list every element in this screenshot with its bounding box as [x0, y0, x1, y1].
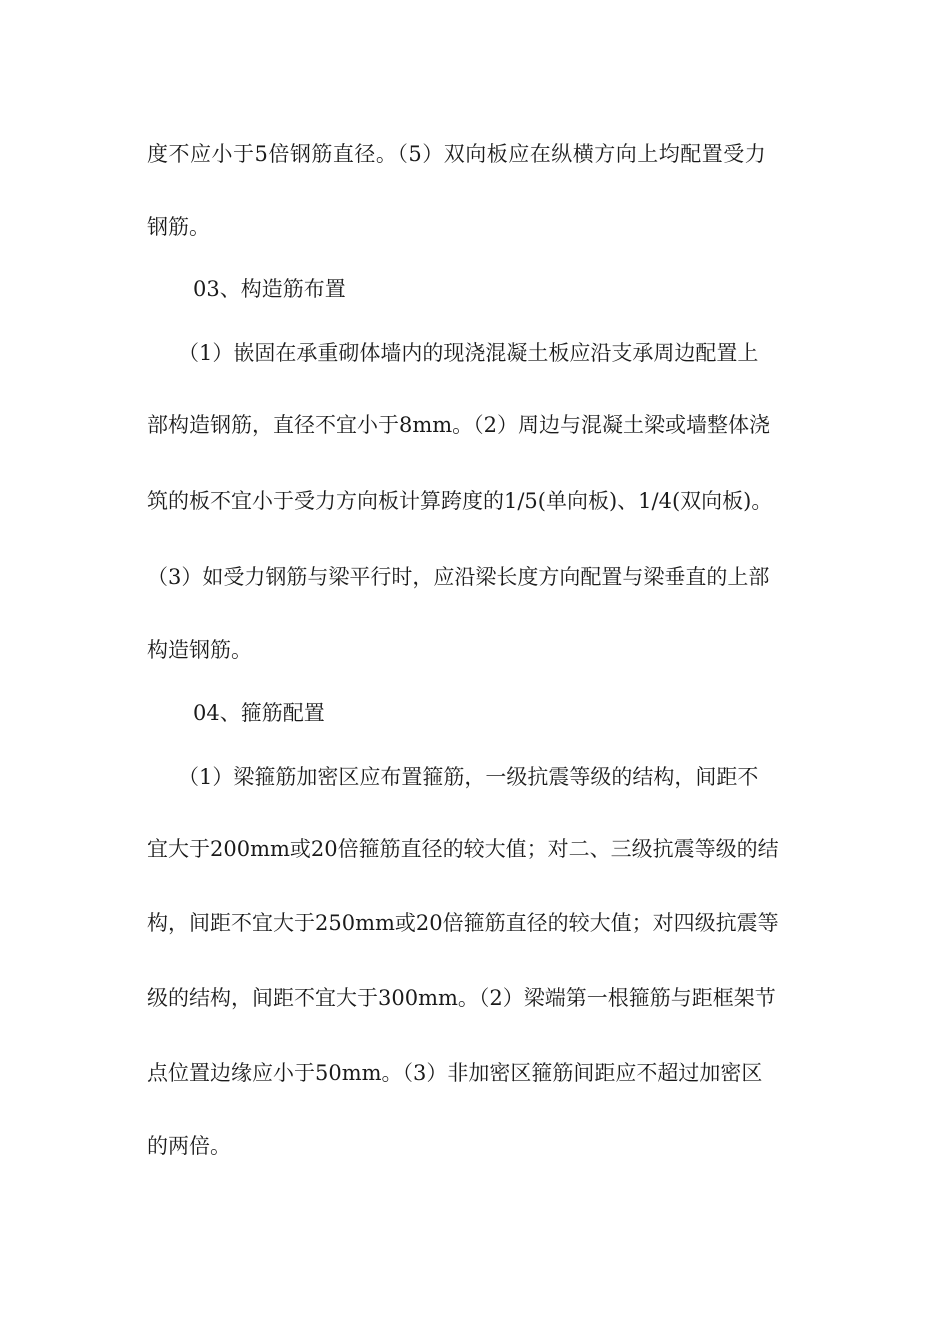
paragraph-line: （1）嵌固在承重砌体墙内的现浇混凝土板应沿支承周边配置上: [178, 341, 759, 365]
section-heading: 04、箍筋配置: [193, 701, 325, 725]
paragraph-line: 的两倍。: [147, 1134, 231, 1158]
paragraph-line: 钢筋。: [147, 215, 210, 239]
paragraph-line: 度不应小于5倍钢筋直径。（5）双向板应在纵横方向上均配置受力: [147, 142, 767, 166]
paragraph-line: 构造钢筋。: [147, 638, 252, 662]
paragraph-line: 宜大于200mm或20倍箍筋直径的较大值；对二、三级抗震等级的结: [147, 837, 779, 861]
paragraph-line: 构，间距不宜大于250mm或20倍箍筋直径的较大值；对四级抗震等: [147, 911, 779, 935]
paragraph-line: 部构造钢筋，直径不宜小于8mm。（2）周边与混凝土梁或墙整体浇: [147, 413, 771, 437]
paragraph-line: 筑的板不宜小于受力方向板计算跨度的1/5(单向板)、1/4(双向板)。: [147, 489, 773, 513]
section-heading: 03、构造筋布置: [193, 277, 346, 301]
paragraph-line: 点位置边缘应小于50mm。（3）非加密区箍筋间距应不超过加密区: [147, 1061, 763, 1085]
paragraph-line: 级的结构，间距不宜大于300mm。（2）梁端第一根箍筋与距框架节: [147, 986, 776, 1010]
paragraph-line: （3）如受力钢筋与梁平行时，应沿梁长度方向配置与梁垂直的上部: [147, 565, 770, 589]
paragraph-line: （1）梁箍筋加密区应布置箍筋，一级抗震等级的结构，间距不: [178, 765, 759, 789]
